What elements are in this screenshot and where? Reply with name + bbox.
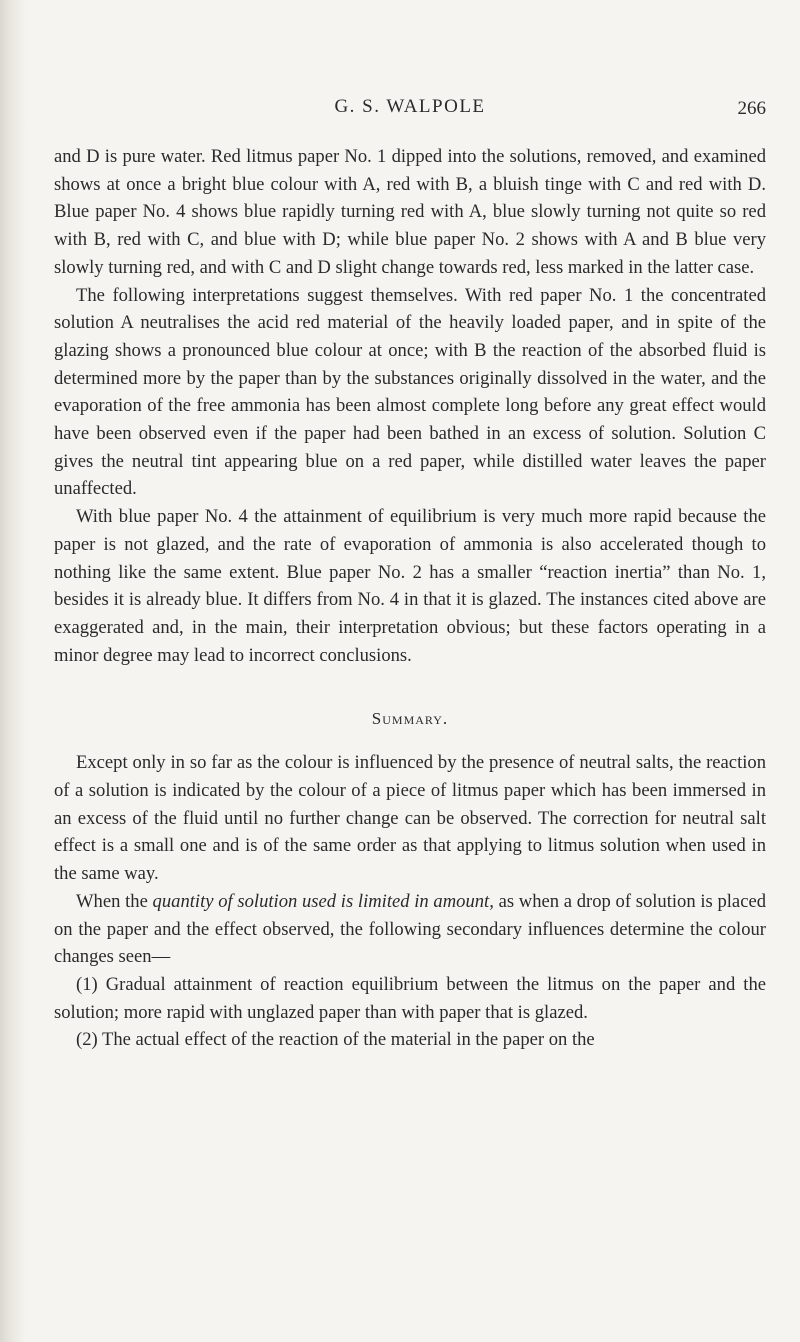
list-item-1: (1) Gradual attainment of reaction equilibrium between the litmus on the paper and the solution; more rapid with unglazed paper than with paper that is glazed.: [54, 973, 766, 1023]
running-head: [54, 96, 766, 126]
paragraph-interpretations: The following interpretations suggest themselves. With red paper No. 1 the concentrated solution A neutralises the acid red material of the heavily loaded paper, and in spite of the glazing shows a pronounced blue colour at once; with B the reaction of the absorbed fluid is determined more by the paper than by the substances originally dissolved in the water, and the evaporation of the free ammonia has been almost complete long before any great effect would have been observed even if the paper had been bathed in an excess of solution. Solution C gives the neutral tint appearing blue on a red paper, while distilled water leaves the paper unaffected.: [54, 284, 766, 500]
list-item-2: (2) The actual effect of the reaction of the material in the paper on the: [76, 1029, 595, 1051]
lead-text: When the: [76, 890, 153, 912]
running-title: G. S. WALPOLE: [334, 96, 486, 117]
scan-shadow-edge: [0, 0, 26, 1342]
paragraph-continued: and D is pure water. Red litmus paper No. 1 dipped into the solutions, removed, and examined shows at once a bright blue colour with A, red with B, a bluish tinge with C and red with D. Blue paper No. 4 shows blue rapidly turning red with A, blue slowly turning not quite so red with B, red with C, and blue with D; while blue paper No. 2 shows with A and B blue very slowly turning red, and with C and D slight change towards red, less marked in the latter case.: [54, 146, 766, 278]
paragraph-blue-paper: With blue paper No. 4 the attainment of equilibrium is very much more rapid because the paper is not glazed, and the rate of evaporation of ammonia is also accelerated though to nothing like the same extent. Blue paper No. 2 has a smaller “reaction inertia” than No. 1, besides it is already blue. It differs from No. 4 in that it is glazed. The instances cited above are exaggerated and, in the main, their interpretation obvious; but these factors operating in a minor degree may lead to incorrect conclusions.: [54, 506, 766, 666]
summary-paragraph-limited-quantity: [54, 888, 766, 971]
emphasis-text: quantity of solution used is limited in amount,: [152, 890, 494, 912]
rest-text: as when a drop of solution is placed on the paper and the effect observed, the following secondary influences determine the colour changes seen—: [54, 890, 766, 968]
book-page: [54, 0, 766, 1342]
body-text: [54, 143, 766, 1054]
page-number: 266: [737, 98, 766, 119]
summary-heading: Summary.: [371, 709, 449, 729]
summary-paragraph: Except only in so far as the colour is influenced by the presence of neutral salts, the reaction of a solution is indicated by the colour of a piece of litmus paper which has been immersed in an excess of the fluid until no further change can be observed. The correction for neutral salt effect is a small one and is of the same order as that applying to litmus solution when used in the same way.: [54, 752, 766, 885]
